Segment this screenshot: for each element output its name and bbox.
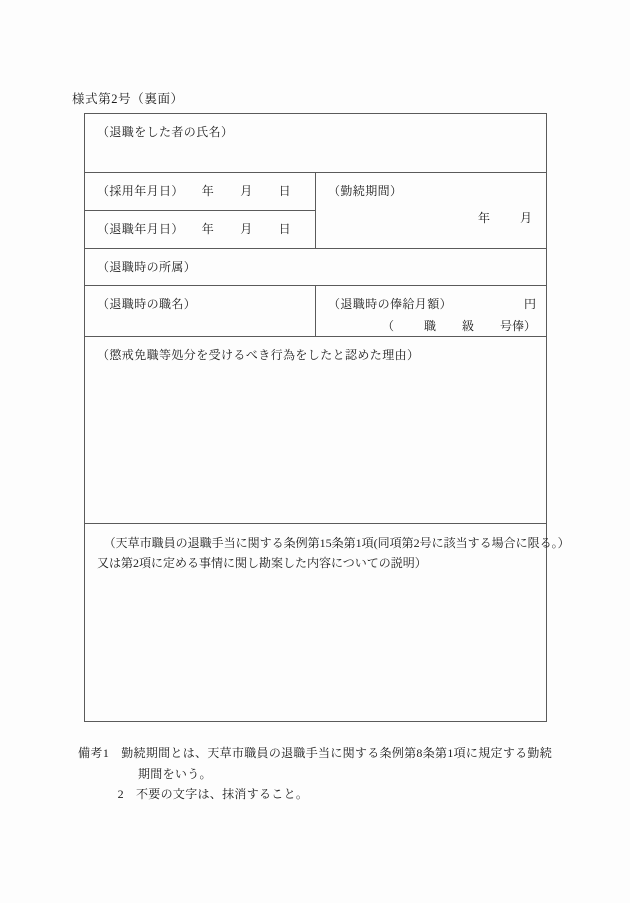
post-title-label: （退職時の職名） [97,297,197,311]
notes-heading: 備考 [78,746,103,760]
salary-label: （退職時の俸給月額） [328,297,453,311]
hire-date-month-marker: 月 [240,184,253,198]
cell-explanation[interactable] [85,524,570,722]
cell-retire-date[interactable] [85,211,316,249]
retire-date-day-marker: 日 [278,222,291,236]
explanation-line-2: 又は第2項に定める事情に関し勘案した内容についての説明） [97,556,427,571]
cell-reason[interactable] [85,337,547,524]
retirement-allowance-form-table [84,113,570,722]
table-row-hire-date [85,173,547,211]
cell-service-period[interactable] [316,173,547,249]
retire-date-markers [184,220,307,238]
retire-date-year-marker: 年 [201,222,215,236]
salary-currency-unit: 円 [523,297,536,311]
salary-step-marker: 号俸） [499,319,536,333]
note-item-2 [78,784,578,805]
salary-class-marker: 級 [461,319,474,333]
note-1-line-1: 勤続期間とは、天草市職員の退職手当に関する条例第8条第1項に規定する勤続 [121,746,553,760]
table-row-post-and-salary [85,286,547,337]
note-2-text: 不要の文字は、抹消すること。 [136,787,309,802]
note-1-line-2: 期間をいう。 [138,766,212,781]
table-row-explanation [85,524,547,722]
note-item-1 [78,743,578,764]
service-period-month-marker: 月 [519,211,532,225]
cell-retiree-name[interactable] [85,114,547,173]
cell-department[interactable] [85,249,547,286]
note-2-number: 2 [117,787,124,802]
service-period-year-marker: 年 [477,211,490,225]
retire-date-month-marker: 月 [240,222,253,236]
form-title: 様式第2号（裏面） [72,92,184,106]
retire-date-label: （退職年月日） [97,222,184,236]
salary-paren-open: （ [381,319,394,333]
hire-date-year-marker: 年 [201,184,215,198]
hire-date-label: （採用年月日） [97,184,184,198]
department-label: （退職時の所属） [97,260,197,274]
retiree-name-label: （退職をした者の氏名） [97,125,234,139]
explanation-paragraph [85,524,570,573]
cell-post-title[interactable] [85,286,316,337]
table-row-reason [85,337,547,524]
salary-grade-marker: 職 [423,319,436,333]
hire-date-day-marker: 日 [278,184,291,198]
cell-salary[interactable] [316,286,547,337]
table-row-retiree-name [85,114,547,173]
form-notes [78,743,578,805]
cell-hire-date[interactable] [85,173,316,211]
hire-date-markers [184,182,307,200]
note-1-number: 1 [102,746,110,760]
service-period-label: （勤続期間） [328,184,403,198]
reason-label: （懲戒免職等処分を受けるべき行為をしたと認めた理由） [97,348,420,362]
service-period-markers [316,200,546,227]
table-row-department [85,249,547,286]
salary-grade-markers [316,313,546,335]
explanation-line-1: （天草市職員の退職手当に関する条例第15条第1項(同項第2号に該当する場合に限る。） [103,536,570,550]
